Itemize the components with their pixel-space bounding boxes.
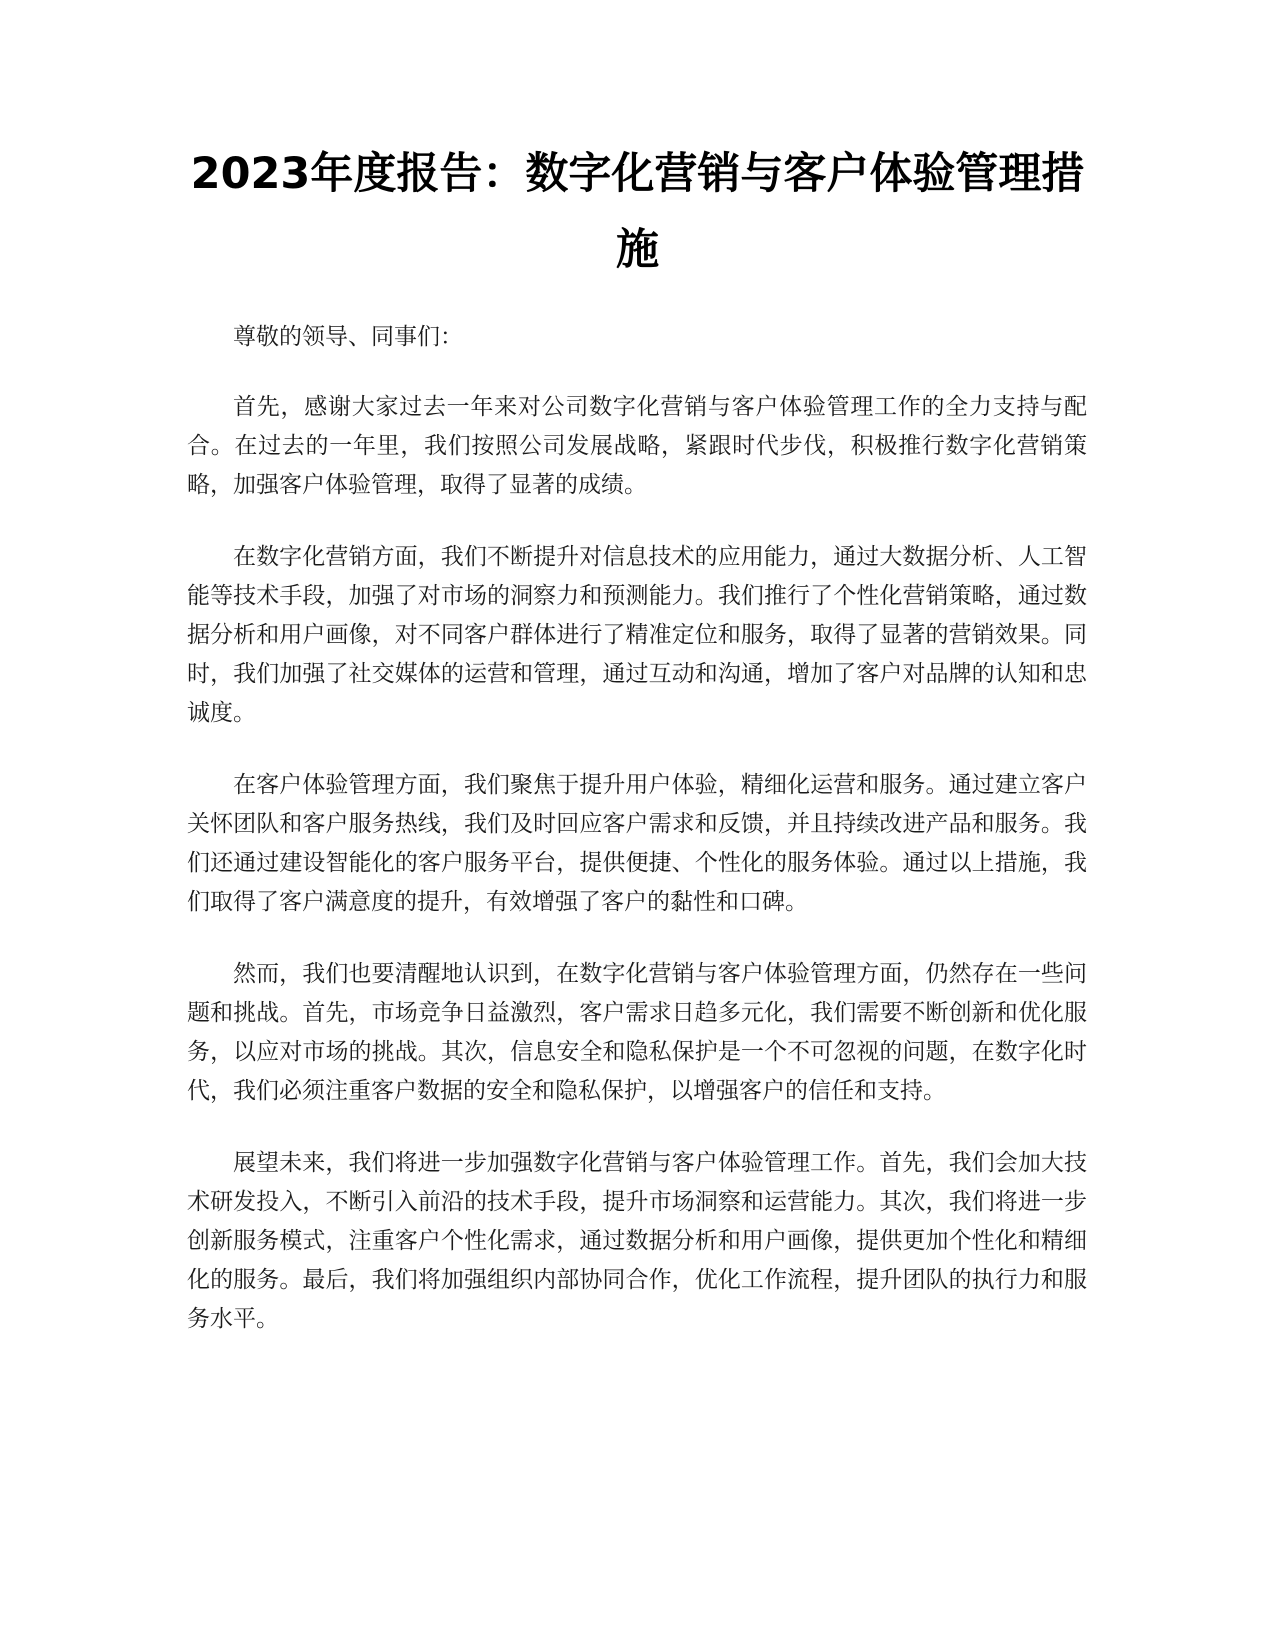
body-paragraph: 展望未来，我们将进一步加强数字化营销与客户体验管理工作。首先，我们会加大技术研发投入，不断引入前沿的技术手段，提升市场洞察和运营能力。其次，我们将进一步创新服务模式，注重客户个性化需求，通过数据分析和用户画像，提供更加个性化和精细化的服务。最后，我们将加强组织内部协同合作，优化工作流程，提升团队的执行力和服务水平。: [187, 1150, 1087, 1332]
body-paragraph: 在数字化营销方面，我们不断提升对信息技术的应用能力，通过大数据分析、人工智能等技术手段，加强了对市场的洞察力和预测能力。我们推行了个性化营销策略，通过数据分析和用户画像，对不同客户群体进行了精准定位和服务，取得了显著的营销效果。同时，我们加强了社交媒体的运营和管理，通过互动和沟通，增加了客户对品牌的认知和忠诚度。: [187, 544, 1087, 726]
body-paragraph: 然而，我们也要清醒地认识到，在数字化营销与客户体验管理方面，仍然存在一些问题和挑战。首先，市场竞争日益激烈，客户需求日趋多元化，我们需要不断创新和优化服务，以应对市场的挑战。其次，信息安全和隐私保护是一个不可忽视的问题，在数字化时代，我们必须注重客户数据的安全和隐私保护，以增强客户的信任和支持。: [187, 961, 1087, 1104]
body-paragraph: 首先，感谢大家过去一年来对公司数字化营销与客户体验管理工作的全力支持与配合。在过去的一年里，我们按照公司发展战略，紧跟时代步伐，积极推行数字化营销策略，加强客户体验管理，取得了显著的成绩。: [187, 394, 1087, 498]
document-title: 2023年度报告：数字化营销与客户体验管理措施: [190, 149, 1085, 275]
salutation-paragraph: 尊敬的领导、同事们：: [233, 324, 463, 350]
body-paragraph: 在客户体验管理方面，我们聚焦于提升用户体验，精细化运营和服务。通过建立客户关怀团队和客户服务热线，我们及时回应客户需求和反馈，并且持续改进产品和服务。我们还通过建设智能化的客户服务平台，提供便捷、个性化的服务体验。通过以上措施，我们取得了客户满意度的提升，有效增强了客户的黏性和口碑。: [187, 772, 1087, 915]
document-body: [187, 318, 1087, 1372]
